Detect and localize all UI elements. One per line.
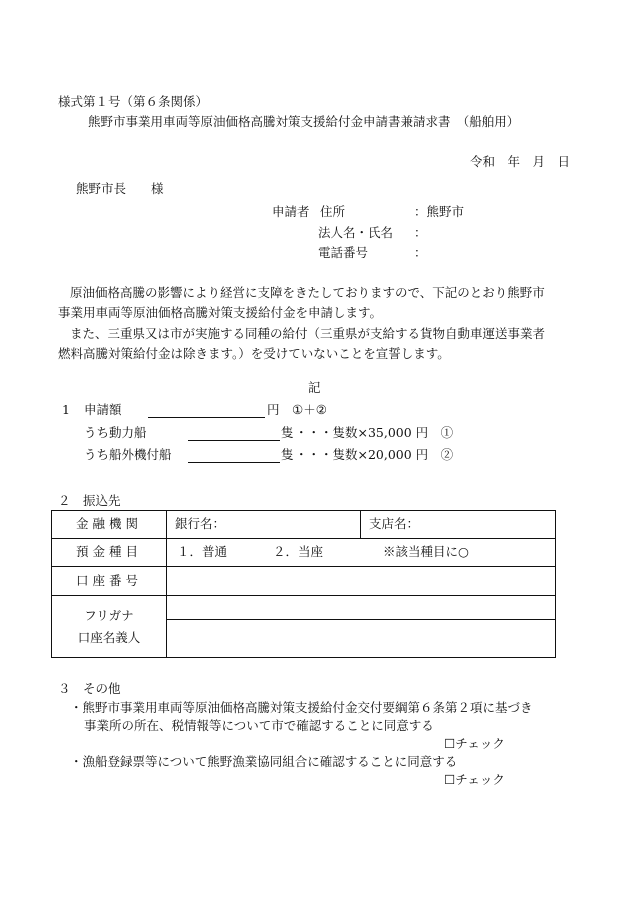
- document-title: 熊野市事業用車両等原油価格高騰対策支援給付金申請書兼請求書 （船舶用）: [88, 114, 520, 129]
- address-value[interactable]: ：熊野市: [414, 204, 465, 219]
- bank-label-cell: 金融機関: [52, 511, 167, 539]
- section1-number: 1: [62, 402, 70, 417]
- amount-input-line[interactable]: [148, 417, 265, 418]
- outboard-boat-input-line[interactable]: [188, 462, 280, 463]
- section1-title: 申請額: [84, 402, 122, 417]
- date-field: 令和 年 月 日: [470, 154, 571, 169]
- outboard-boat-unit: 隻: [281, 447, 294, 462]
- consent-1-line-1: ・熊野市事業用車両等原油価格高騰対策支援給付金交付要綱第６条第２項に基づき: [70, 700, 533, 715]
- bank-name-cell[interactable]: 銀行名：: [167, 511, 361, 539]
- outboard-boat-label: うち船外機付船: [84, 447, 172, 462]
- address-label: 住所: [320, 204, 346, 219]
- furigana-cell[interactable]: [167, 596, 556, 620]
- consent-2-line-1: ・漁船登録票等について熊野漁業協同組合に確認することに同意する: [70, 754, 458, 769]
- paragraph-1-line-2: 事業用車両等原油価格高騰対策支援給付金を申請します。: [58, 305, 383, 320]
- consent-1-checkbox[interactable]: ☐チェック: [444, 736, 505, 751]
- paragraph-2-line-2: 燃料高騰対策給付金は除きます。）を受けていないことを宣誓します。: [58, 346, 450, 361]
- phone-label: 電話番号: [318, 245, 369, 260]
- furigana-label: フリガナ: [84, 607, 134, 623]
- deposit-type-cell[interactable]: [167, 539, 556, 567]
- deposit-option-ordinary[interactable]: １．普通: [177, 544, 228, 560]
- bank-table: [51, 510, 556, 658]
- power-boat-label: うち動力船: [84, 425, 147, 440]
- deposit-option-current[interactable]: ２．当座: [273, 544, 324, 560]
- power-boat-input-line[interactable]: [188, 440, 280, 441]
- name-value[interactable]: ：: [414, 225, 427, 240]
- applicant-label: 申請者: [272, 204, 310, 219]
- paragraph-1-line-1: 原油価格高騰の影響により経営に支障をきたしておりますので、下記のとおり熊野市: [70, 285, 545, 300]
- paragraph-2-line-1: また、三重県又は市が実施する同種の給付（三重県が支給する貨物自動車運送事業者: [70, 326, 546, 341]
- branch-name-cell[interactable]: 支店名：: [361, 511, 556, 539]
- consent-2-checkbox[interactable]: ☐チェック: [444, 772, 505, 787]
- power-boat-formula: ・・・隻数×35,000 円 ①: [295, 425, 454, 440]
- power-boat-unit: 隻: [281, 425, 294, 440]
- ki-heading: 記: [308, 380, 321, 395]
- account-holder-label: 口座名義人: [77, 629, 141, 645]
- phone-value[interactable]: ：: [414, 245, 427, 260]
- outboard-boat-formula: ・・・隻数×20,000 円 ②: [295, 447, 454, 462]
- amount-unit: 円: [267, 402, 280, 417]
- consent-1-line-2: 事業所の所在、税情報等について市で確認することに同意する: [84, 718, 434, 733]
- account-number-label-cell: 口座番号: [52, 567, 167, 596]
- holder-label-cell: [52, 596, 167, 658]
- deposit-note: ※該当種目に○: [383, 544, 469, 560]
- deposit-type-label-cell: 預金種目: [52, 539, 167, 567]
- name-label: 法人名・氏名: [318, 225, 394, 240]
- addressee: 熊野市長 様: [76, 181, 164, 196]
- section3-title: ３ その他: [58, 681, 121, 696]
- account-number-cell[interactable]: [167, 567, 556, 596]
- account-holder-cell[interactable]: [167, 620, 556, 658]
- amount-formula: ①＋②: [292, 402, 327, 417]
- section2-title: ２ 振込先: [58, 493, 121, 508]
- form-number: 様式第１号（第６条関係）: [58, 94, 209, 109]
